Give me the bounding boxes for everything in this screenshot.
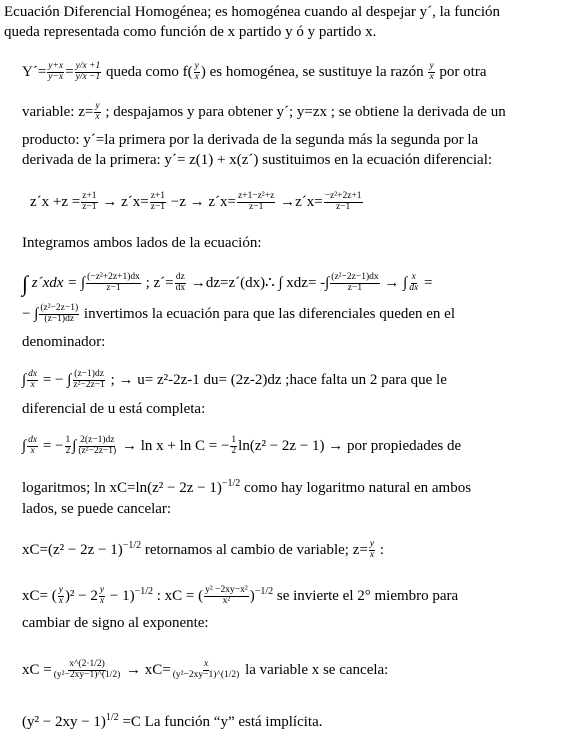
intro-line-1: Ecuación Diferencial Homogénea; es homogénea cuando al despejar y´, la función: [4, 4, 501, 20]
cancel-x-line: xC = $\frac{x\^{}(2\cdot 1/2)}{\text{(y²−2xy−1)\textasciicircum{}(1/2)}}$ → xC= $\frac{x}{\text{(y²−2xy−1)\textasciicircum{}(1/2)}}$ la variable x se cancela:: [22, 659, 389, 680]
logarithm-properties-line: logaritmos; $\ln xC=\ln(z^2 - 2z - 1)^{-1/2}$ como hay logaritmo natural en ambos: [22, 478, 472, 496]
differential-complete-line: diferencial de u está completa:: [22, 401, 206, 417]
homogeneous-definition-line: Y´= $\frac{y+x}{y-x}$ = $\frac{y/x +1}{y/x -1}$ queda como f( $\frac{y}{x}$ ) es homogénea, se sustituye la razón $\frac{y}{x}$ por otra: [22, 61, 487, 82]
log-integration-line: ∫ $\frac{dx}{x}$ = − $\frac{1}{2}$ ∫ $\frac{2(z-1)dz}{\text{(z²−2z−1)}}$ → ln x + ln C = − $\frac{1}{2}$ ln(z² − 2z − 1) → por propiedades de: [22, 435, 462, 456]
fraction-z-def: $\frac{y}{x}$: [95, 101, 100, 122]
integrate-heading: Integramos ambos lados de la ecuación:: [22, 235, 262, 251]
y-prime-equals: Y´=: [22, 63, 47, 80]
derivative-line: derivada de la primera: y´= z(1) + x(z´) sustituimos en la ecuación diferencial:: [22, 152, 493, 168]
integral-equation-1: ∫ z´xdx = ∫ $\frac{\text{(−z²+2z+1)dx}}{z-1}$ ; z´= $\frac{dz}{dx}$ →dz=z´(dx)∴ ∫ xdz= -∫ $\frac{\text{(z²−2z−1)dx}}{z-1}$ → ∫ $\frac{x}{dx}$ =: [22, 271, 433, 296]
invert-equation-line: − ∫ $\frac{\text{(z²−2z−1)}}{(z-1)dz}$ invertimos la ecuación para que las diferenciales queden en el: [22, 303, 455, 324]
intro-line-2: queda representada como función de x partido y ó y partido x.: [4, 24, 377, 40]
final-result-line: $(y^2 - 2xy - 1)^{1/2} =C$ La función “y” está implícita.: [22, 712, 323, 730]
substitution-equation: z´x +z = $\frac{z+1}{z-1}$ → z´x= $\frac{z+1}{z-1}$ −z → z´x= $\frac{\text{z+1−z²+z}}{z-1}$ →z´x= $\frac{\text{−z²+2z+1}}{z-1}$: [30, 191, 362, 212]
product-rule-line: producto: y´=la primera por la derivada de la segunda más la segunda por la: [22, 132, 479, 148]
u-substitution-line: ∫ $\frac{dx}{x}$ = − ∫ $\frac{(z-1)dz}{\text{z²−2z−1}}$ ; → u= z²-2z-1 du= (2z-2)dz ;hace falta un 2 para que le: [22, 369, 447, 390]
fraction-y-over-x-ratio: $\frac{y/x +1}{y/x -1}$: [75, 61, 101, 82]
fraction-y-over-x: $\frac{y}{x}$: [194, 61, 199, 82]
cancel-line: lados, se puede cancelar:: [22, 501, 172, 517]
denominator-word: denominador:: [22, 334, 106, 350]
substitute-back-line: xC= ( $\frac{y}{x}$ )² − 2 $\frac{y}{x}$ − 1)$^{-1/2}$ : xC = ( $\frac{\text{y² −2xy−x²}}{\text{x²}}$ )$^{-1/2}$ se invierte el 2° miembro para: [22, 585, 459, 607]
fraction-y-plus-x: $\frac{y+x}{y-x}$: [48, 61, 64, 82]
return-variable-line: $xC=(z^2 - 2z - 1)^{-1/2}$ retornamos al cambio de variable; z= $\frac{y}{x}$ :: [22, 539, 384, 561]
variable-substitution-line: variable: z= $\frac{y}{x}$ ; despajamos y para obtener y´; y=zx ; se obtiene la derivada de un: [22, 101, 506, 122]
fraction-ratio: $\frac{y}{x}$: [429, 61, 434, 82]
change-sign-line: cambiar de signo al exponente:: [22, 615, 209, 631]
